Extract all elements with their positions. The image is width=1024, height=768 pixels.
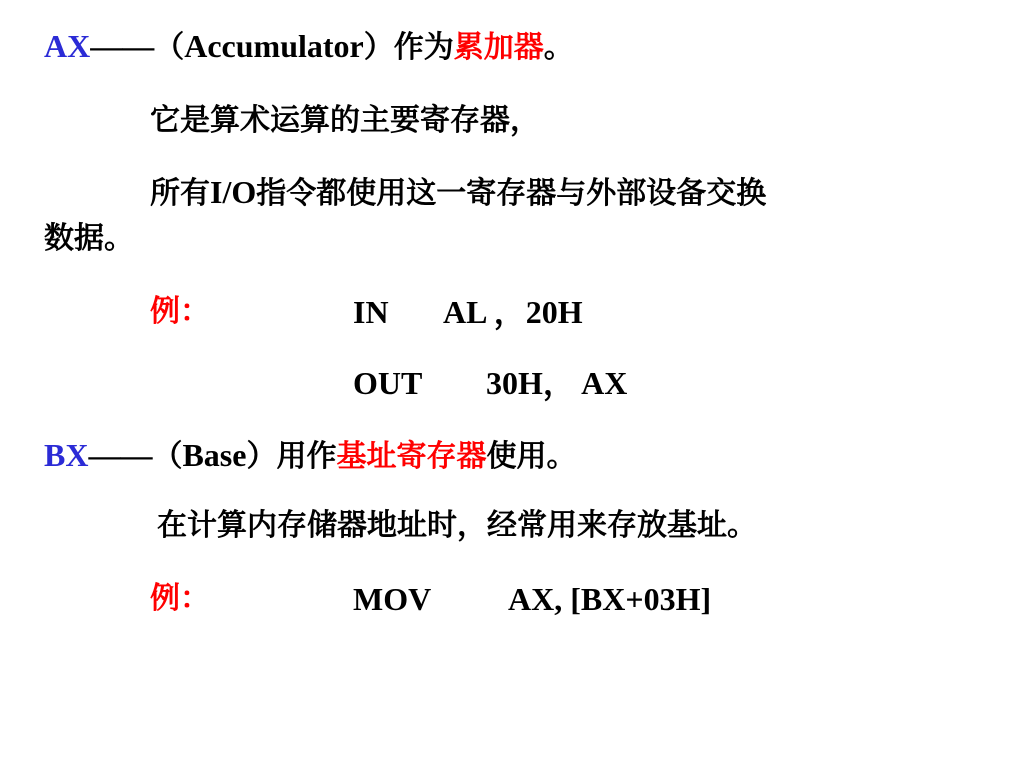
ax-example1-op: IN — [353, 294, 389, 330]
ax-heading — [44, 26, 574, 68]
ax-role-prefix: 作为 — [393, 30, 454, 65]
ax-example-label: 例： — [150, 294, 210, 329]
ax-desc-line2 — [150, 172, 766, 214]
bx-english-name: Base — [182, 437, 247, 473]
bx-desc-line1: 在计算内存储器地址时，经常用来存放基址。 — [157, 508, 757, 543]
ax-role-suffix: 。 — [543, 30, 574, 65]
bx-paren-close: ） — [246, 439, 277, 474]
ax-example1 — [353, 292, 753, 332]
ax-desc-line1: 它是算术运算的主要寄存器， — [150, 103, 540, 138]
bx-role-highlight: 基址寄存器 — [336, 439, 487, 474]
bx-role-suffix: 使用。 — [486, 439, 577, 474]
bx-register-name: BX — [44, 437, 89, 473]
ax-example2 — [353, 363, 753, 403]
ax-example1-args: AL ，20H — [443, 294, 583, 330]
ax-desc-line2-c: 指令都使用这一寄存器与外部设备交换 — [256, 176, 767, 211]
bx-heading — [44, 435, 576, 477]
bx-dash: —— — [88, 437, 153, 473]
bx-example1-op: MOV — [353, 581, 432, 617]
ax-english-name: Accumulator — [184, 28, 364, 64]
bx-paren-open: （ — [152, 439, 183, 474]
ax-paren-close: ） — [363, 30, 394, 65]
ax-desc-line2-io: I/O — [210, 174, 257, 210]
bx-example-label: 例： — [150, 581, 210, 616]
ax-paren-open: （ — [154, 30, 185, 65]
ax-example2-op: OUT — [353, 365, 423, 401]
ax-role-highlight: 累加器 — [453, 30, 544, 65]
bx-role-prefix: 用作 — [276, 439, 337, 474]
ax-example2-args: 30H， AX — [486, 365, 628, 401]
ax-register-name: AX — [44, 28, 91, 64]
bx-example1 — [353, 579, 813, 619]
ax-dash: —— — [90, 28, 155, 64]
bx-example1-args: AX, [BX+03H] — [508, 581, 712, 617]
ax-desc-line2-a: 所有 — [150, 176, 210, 211]
ax-desc-line3: 数据。 — [44, 221, 134, 256]
